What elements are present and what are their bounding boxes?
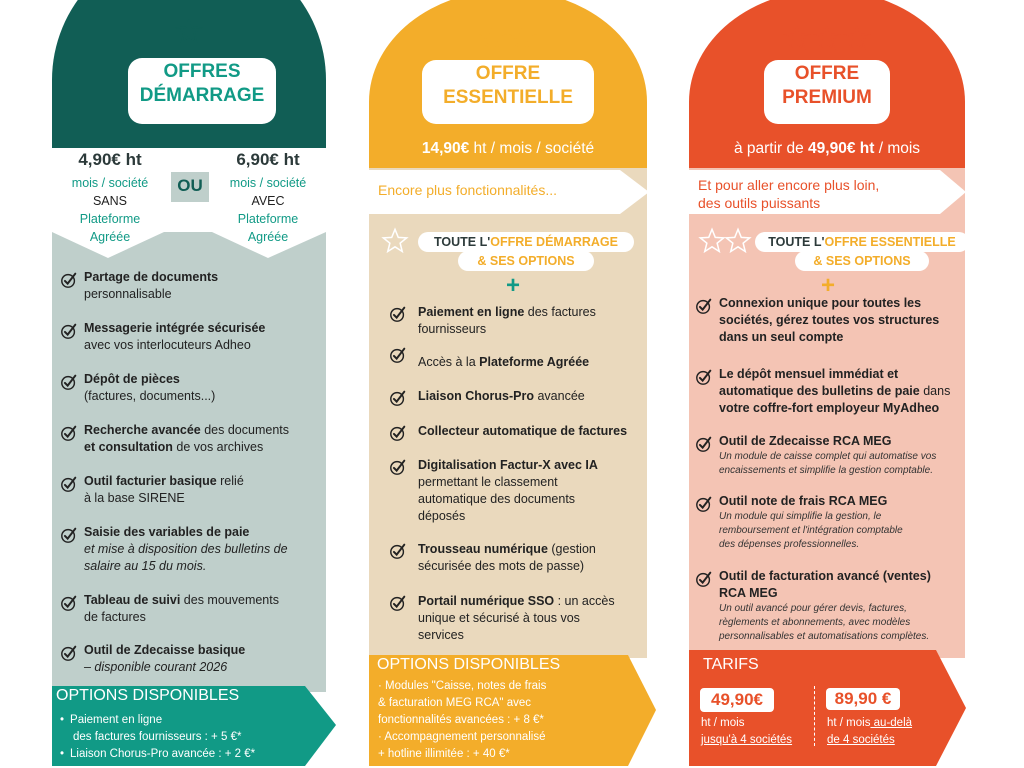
col1-price-b bbox=[212, 150, 324, 246]
option-item: · Modules "Caisse, notes de frais bbox=[378, 680, 547, 692]
col3-tagline-line1: Et pour aller encore plus loin, bbox=[698, 177, 880, 193]
col1-options-list: • Paiement en ligne des factures fournisseurs : + 5 €* • Liaison Chorus-Pro avancée : + 2 €* bbox=[60, 714, 256, 760]
feature-bold: Messagerie intégrée sécurisée bbox=[84, 321, 266, 335]
feature-item bbox=[719, 295, 939, 346]
feature-bold: Connexion unique pour toutes les bbox=[719, 296, 922, 310]
feature-text: avancée bbox=[533, 389, 585, 403]
feature-italic: – disponible courant 2026 bbox=[84, 660, 228, 674]
feature-bold: et consultation bbox=[84, 440, 173, 454]
feature-description: Un module de caisse complet qui automatise vos bbox=[719, 451, 937, 462]
feature-item bbox=[84, 269, 218, 303]
check-circle-icon bbox=[60, 526, 78, 544]
option-item: + hotline illimitée : + 40 €* bbox=[378, 748, 510, 760]
feature-item bbox=[84, 422, 289, 456]
feature-description: remboursement et l'intégration comptable bbox=[719, 525, 903, 536]
feature-text: permettant le classement bbox=[418, 475, 558, 489]
col3-badge-line2: & SES OPTIONS bbox=[795, 251, 929, 271]
price-a-sub4: Agréée bbox=[89, 230, 131, 244]
feature-bold: Trousseau numérique bbox=[418, 542, 548, 556]
badge-prefix: TOUTE L' bbox=[434, 235, 491, 249]
col2-price bbox=[369, 140, 647, 158]
feature-item bbox=[418, 388, 585, 405]
badge-prefix: TOUTE L' bbox=[768, 235, 825, 249]
check-circle-icon bbox=[389, 389, 407, 407]
feature-description: Un module qui simplifie la gestion, le bbox=[719, 511, 882, 522]
price-a-sub2: SANS bbox=[92, 194, 128, 208]
col2-price-rest: ht / mois / société bbox=[469, 140, 595, 157]
price-b-sub4: Agréée bbox=[247, 230, 289, 244]
feature-text: : un accès bbox=[554, 594, 615, 608]
feature-item bbox=[418, 304, 596, 338]
check-circle-icon bbox=[60, 373, 78, 391]
feature-bold: sociétés, gérez toutes vos structures bbox=[719, 313, 940, 327]
feature-text: fournisseurs bbox=[418, 322, 487, 336]
feature-bold: Digitalisation Factur-X avec IA bbox=[418, 458, 598, 472]
star-icon bbox=[698, 227, 726, 255]
feature-text: dans bbox=[919, 384, 951, 398]
feature-item bbox=[418, 541, 596, 575]
tarif-a-detail bbox=[701, 715, 792, 749]
price-a-sub3: Plateforme bbox=[79, 212, 141, 226]
tarif-b-detail bbox=[827, 715, 912, 749]
col2-badge-line2: & SES OPTIONS bbox=[458, 251, 594, 271]
tarif-a-value: 49,90€ bbox=[700, 688, 774, 712]
col2-title bbox=[422, 60, 594, 124]
feature-text: avec vos interlocuteurs Adheo bbox=[84, 338, 251, 352]
feature-bold: Outil de Zdecaisse basique bbox=[84, 643, 246, 657]
check-circle-icon bbox=[60, 322, 78, 340]
col3-title bbox=[764, 60, 890, 124]
check-circle-icon bbox=[60, 594, 78, 612]
check-circle-icon bbox=[60, 644, 78, 662]
feature-bold: votre coffre-fort employeur MyAdheo bbox=[719, 401, 940, 415]
col3-price-pre: à partir de bbox=[733, 140, 809, 157]
badge-highlight: OFFRE DÉMARRAGE bbox=[490, 235, 618, 249]
star-icon bbox=[175, 17, 203, 45]
star-icon bbox=[843, 24, 871, 52]
col3-tagline-line2: des outils puissants bbox=[698, 195, 821, 211]
feature-item bbox=[84, 592, 279, 626]
feature-bold: Outil facturier basique bbox=[84, 474, 217, 488]
tarif-a-sub1: ht / mois bbox=[701, 717, 745, 729]
col2-options-title: OPTIONS DISPONIBLES bbox=[377, 656, 561, 673]
tarif-a-sub2: jusqu'à 4 sociétés bbox=[701, 734, 793, 746]
option-item: · Accompagnement personnalisé bbox=[378, 731, 546, 743]
feature-bold: Plateforme Agréée bbox=[479, 355, 590, 369]
check-circle-icon bbox=[389, 458, 407, 476]
check-circle-icon bbox=[60, 424, 78, 442]
feature-bold: RCA MEG bbox=[719, 586, 778, 600]
price-b-sub2: AVEC bbox=[251, 194, 285, 208]
check-circle-icon bbox=[389, 346, 407, 364]
star-icon bbox=[724, 227, 752, 255]
col1-title-line1: OFFRES bbox=[163, 61, 241, 82]
feature-item bbox=[84, 320, 265, 354]
check-circle-icon bbox=[695, 570, 713, 588]
col3-tarifs-title: TARIFS bbox=[703, 656, 759, 673]
price-a-sub1: mois / société bbox=[71, 176, 149, 190]
check-circle-icon bbox=[695, 368, 713, 386]
col3-title-line1: OFFRE bbox=[794, 63, 860, 84]
price-b-sub3: Plateforme bbox=[237, 212, 299, 226]
star-icon bbox=[813, 24, 841, 52]
check-circle-icon bbox=[695, 495, 713, 513]
feature-description: encaissements et simplifie la gestion comptable. bbox=[719, 465, 933, 476]
feature-text: à la base SIRENE bbox=[84, 491, 185, 505]
col1-title bbox=[128, 58, 276, 124]
tarif-b-sub1: ht / mois bbox=[827, 717, 871, 729]
feature-bold: automatique des bulletins de paie bbox=[719, 384, 920, 398]
check-circle-icon bbox=[389, 424, 407, 442]
check-circle-icon bbox=[60, 475, 78, 493]
tarif-b-value: 89,90 € bbox=[826, 688, 900, 710]
col3-tagline bbox=[698, 176, 879, 212]
check-circle-icon bbox=[695, 297, 713, 315]
tarif-b-sub2: de 4 sociétés bbox=[827, 734, 895, 746]
feature-text: des mouvements bbox=[180, 593, 279, 607]
feature-bold: Dépôt de pièces bbox=[84, 372, 180, 386]
feature-item bbox=[719, 433, 936, 478]
feature-text: services bbox=[418, 628, 464, 642]
check-circle-icon bbox=[389, 594, 407, 612]
feature-item bbox=[418, 593, 615, 644]
feature-item bbox=[719, 366, 950, 417]
star-icon bbox=[509, 24, 537, 52]
feature-item bbox=[84, 642, 245, 676]
feature-bold: Paiement en ligne bbox=[418, 305, 525, 319]
feature-text: déposés bbox=[418, 509, 466, 523]
feature-bold: Outil de facturation avancé (ventes) bbox=[719, 569, 931, 583]
feature-description: Un outil avancé pour gérer devis, factures, bbox=[719, 603, 907, 614]
check-circle-icon bbox=[695, 435, 713, 453]
feature-bold: Collecteur automatique de factures bbox=[418, 424, 628, 438]
price-b-sub1: mois / société bbox=[229, 176, 307, 190]
star-icon bbox=[479, 24, 507, 52]
col2-title-line1: OFFRE bbox=[475, 63, 541, 84]
feature-bold: dans un seul compte bbox=[719, 330, 844, 344]
feature-item bbox=[719, 493, 903, 552]
star-icon bbox=[381, 227, 409, 255]
price-a-value: 4,90€ ht bbox=[78, 150, 142, 169]
feature-bold: Saisie des variables de paie bbox=[84, 525, 250, 539]
feature-item bbox=[418, 354, 589, 371]
col3-price-rest: / mois bbox=[874, 140, 921, 157]
col2-title-line2: ESSENTIELLE bbox=[443, 86, 573, 108]
col2-tagline: Encore plus fonctionnalités... bbox=[378, 182, 557, 198]
feature-text: unique et sécurisé à tous vos bbox=[418, 611, 580, 625]
plus-icon: + bbox=[821, 272, 836, 299]
feature-bold: Liaison Chorus-Pro bbox=[418, 389, 534, 403]
feature-item bbox=[84, 473, 244, 507]
badge-highlight: OFFRE ESSENTIELLE bbox=[824, 235, 956, 249]
feature-item bbox=[418, 423, 627, 440]
feature-text: (gestion bbox=[547, 542, 596, 556]
feature-bold: Outil note de frais RCA MEG bbox=[719, 494, 888, 508]
feature-item bbox=[84, 371, 215, 405]
feature-description: des dépenses professionnelles. bbox=[719, 539, 860, 550]
feature-text: relié bbox=[216, 474, 244, 488]
feature-bold: Recherche avancée bbox=[84, 423, 201, 437]
feature-description: personnalisables et automatisations complètes. bbox=[719, 631, 930, 642]
feature-text: (factures, documents...) bbox=[84, 389, 216, 403]
feature-text: de vos archives bbox=[172, 440, 264, 454]
col3-price-bold: 49,90€ ht bbox=[808, 140, 875, 157]
star-icon bbox=[783, 24, 811, 52]
option-item: & facturation MEG RCA" avec bbox=[378, 697, 531, 709]
plus-icon: + bbox=[506, 272, 521, 299]
feature-text: personnalisable bbox=[84, 287, 172, 301]
ou-label: OU bbox=[177, 176, 203, 195]
col1-options-title: OPTIONS DISPONIBLES bbox=[56, 687, 240, 704]
check-circle-icon bbox=[60, 271, 78, 289]
feature-text: des factures bbox=[524, 305, 596, 319]
feature-bold: Partage de documents bbox=[84, 270, 219, 284]
feature-bold: Outil de Zdecaisse RCA MEG bbox=[719, 434, 892, 448]
feature-item bbox=[418, 457, 598, 525]
col2-price-bold: 14,90€ bbox=[421, 140, 470, 157]
col3-price bbox=[689, 140, 965, 158]
col3-badge bbox=[755, 232, 969, 252]
option-item: fonctionnalités avancées : + 8 €* bbox=[378, 714, 544, 726]
feature-text: de factures bbox=[84, 610, 146, 624]
feature-item bbox=[84, 524, 288, 575]
feature-bold: Tableau de suivi bbox=[84, 593, 181, 607]
tarif-divider bbox=[814, 686, 816, 746]
feature-text: Accès à la bbox=[418, 355, 480, 369]
col3-title-line2: PREMIUM bbox=[782, 86, 872, 108]
option-item: des factures fournisseurs : + 5 €* bbox=[73, 731, 242, 743]
feature-description: règlements et abonnements, avec modèles bbox=[719, 617, 911, 628]
feature-item bbox=[719, 568, 931, 644]
option-item: Liaison Chorus-Pro avancée : + 2 €* bbox=[70, 748, 256, 760]
check-circle-icon bbox=[389, 305, 407, 323]
feature-italic: salaire au 15 du mois. bbox=[84, 559, 207, 573]
feature-text: des documents bbox=[200, 423, 289, 437]
option-item: Paiement en ligne bbox=[70, 714, 163, 726]
feature-text: sécurisée des mots de passe) bbox=[418, 559, 585, 573]
feature-bold: Le dépôt mensuel immédiat et bbox=[719, 367, 899, 381]
col2-badge bbox=[418, 232, 634, 252]
feature-text: automatique des documents bbox=[418, 492, 576, 506]
col1-price-a bbox=[54, 150, 166, 246]
price-b-value: 6,90€ ht bbox=[236, 150, 300, 169]
col1-title-line2: DÉMARRAGE bbox=[139, 84, 265, 106]
check-circle-icon bbox=[389, 542, 407, 560]
tarif-b-sub1b: au-delà bbox=[870, 717, 913, 729]
feature-bold: Portail numérique SSO bbox=[418, 594, 555, 608]
col2-options-list bbox=[378, 678, 546, 763]
feature-italic: et mise à disposition des bulletins de bbox=[84, 542, 288, 556]
